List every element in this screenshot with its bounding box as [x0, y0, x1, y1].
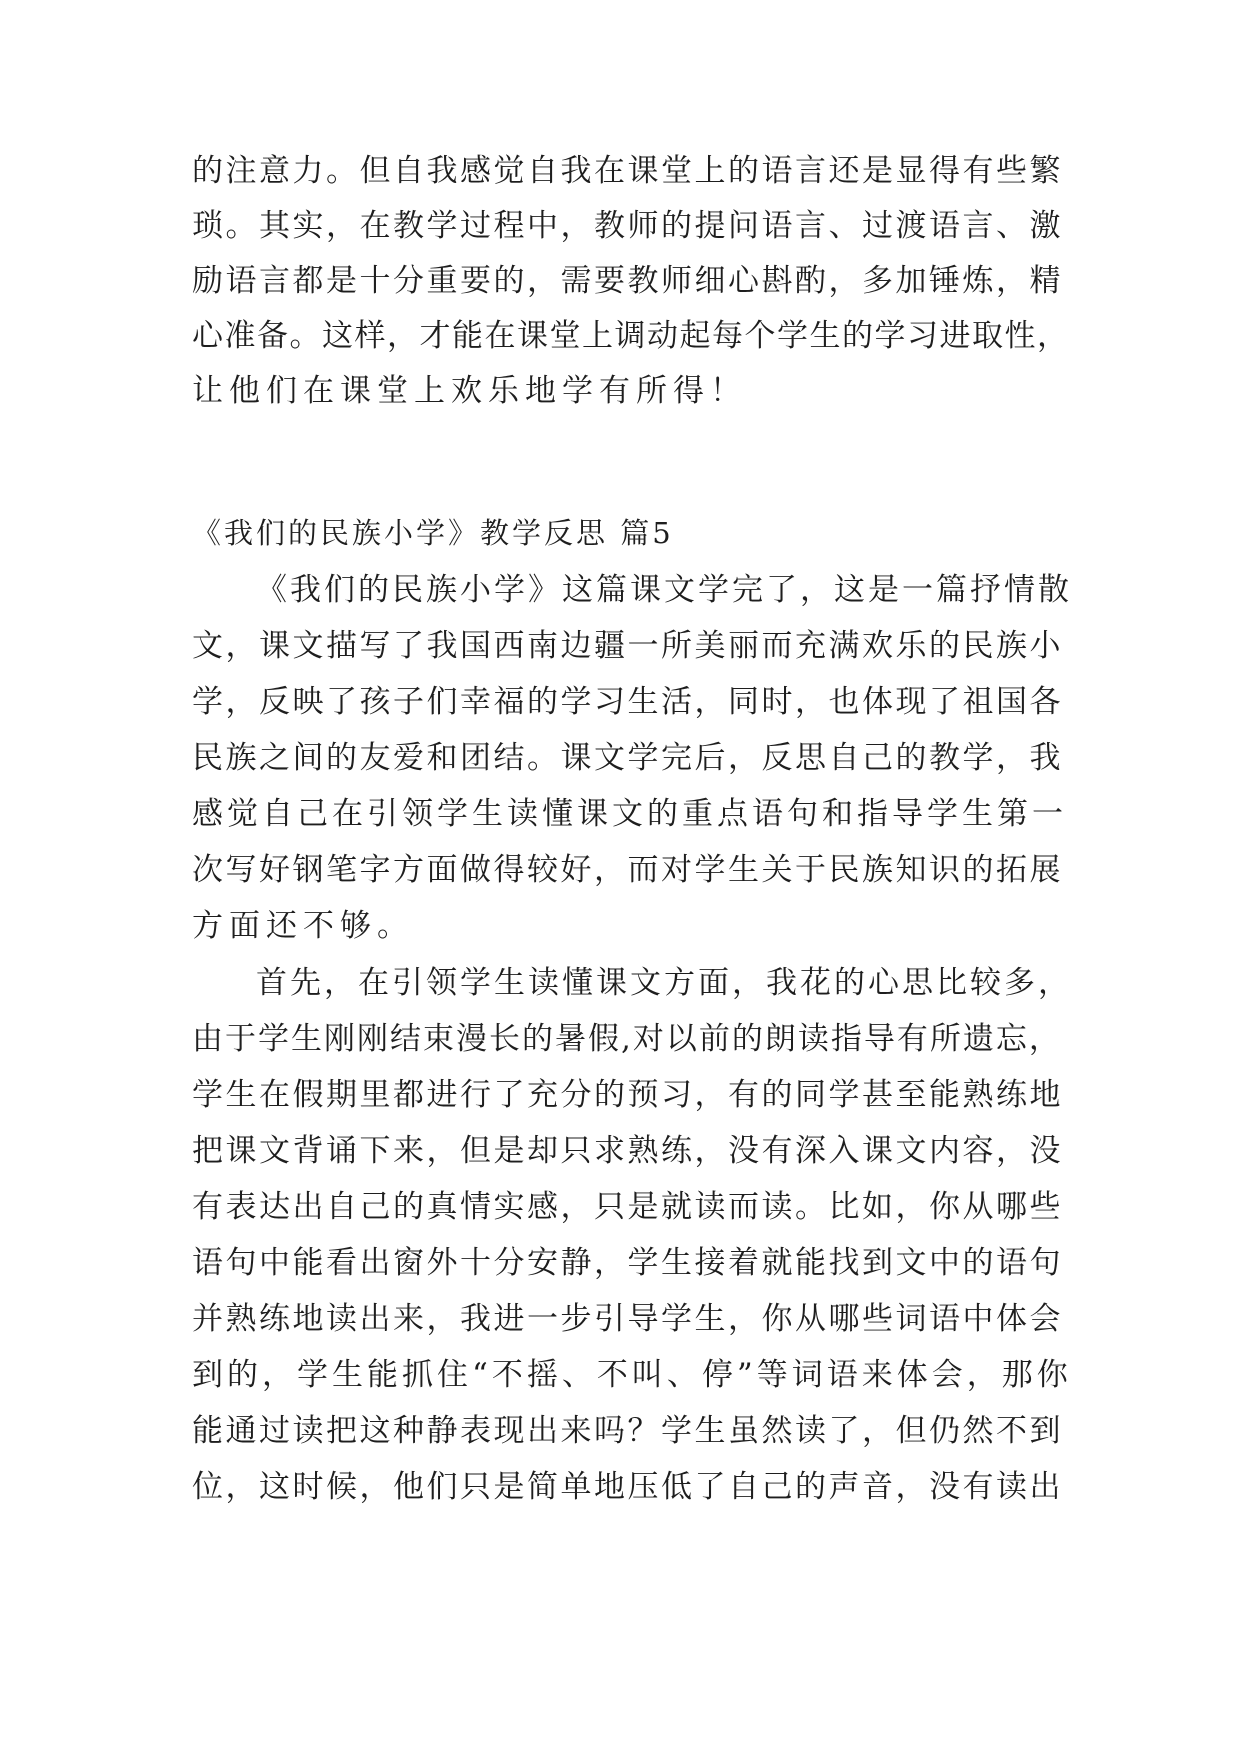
section-heading: 《我们的民族小学》教学反思 篇5 [192, 516, 674, 550]
p2-line-10: 位，这时候，他们只是简单地压低了自己的声音，没有读出 [192, 1469, 1063, 1505]
intro-line-4: 心准备。这样，才能在课堂上调动起每个学生的学习进取性， [192, 318, 1070, 354]
p2-line-3: 学生在假期里都进行了充分的预习，有的同学甚至能熟练地 [192, 1077, 1063, 1113]
p1-line-6: 次写好钢笔字方面做得较好，而对学生关于民族知识的拓展 [192, 852, 1063, 888]
p1-line-5: 感觉自己在引领学生读懂课文的重点语句和指导学生第一 [192, 796, 1067, 832]
p1-line-7: 方面还不够。 [192, 908, 414, 944]
p1-line-3: 学，反映了孩子们幸福的学习生活，同时，也体现了祖国各 [192, 684, 1063, 720]
p2-line-7: 并熟练地读出来，我进一步引导学生，你从哪些词语中体会 [192, 1301, 1063, 1337]
p2-line-4: 把课文背诵下来，但是却只求熟练，没有深入课文内容，没 [192, 1133, 1063, 1169]
p2-line-8: 到的，学生能抓住“不摇、不叫、停”等词语来体会，那你 [192, 1357, 1072, 1393]
intro-line-2: 琐。其实，在教学过程中，教师的提问语言、过渡语言、激 [192, 208, 1063, 244]
p2-line-9: 能通过读把这种静表现出来吗？学生虽然读了，但仍然不到 [192, 1413, 1063, 1449]
p2-line-5: 有表达出自己的真情实感，只是就读而读。比如，你从哪些 [192, 1189, 1063, 1225]
p1-line-4: 民族之间的友爱和团结。课文学完后，反思自己的教学，我 [192, 740, 1063, 776]
p2-line-2: 由于学生刚刚结束漫长的暑假,对以前的朗读指导有所遗忘， [192, 1021, 1062, 1057]
p1-line-2: 文，课文描写了我国西南边疆一所美丽而充满欢乐的民族小 [192, 628, 1063, 664]
intro-line-1: 的注意力。但自我感觉自我在课堂上的语言还是显得有些繁 [192, 153, 1063, 189]
p2-line-6: 语句中能看出窗外十分安静，学生接着就能找到文中的语句 [192, 1245, 1063, 1281]
p1-line-1: 《我们的民族小学》这篇课文学完了，这是一篇抒情散 [256, 572, 1072, 608]
p2-line-1: 首先，在引领学生读懂课文方面，我花的心思比较多， [256, 965, 1072, 1001]
intro-line-5: 让他们在课堂上欢乐地学有所得！ [192, 373, 747, 409]
intro-line-3: 励语言都是十分重要的，需要教师细心斟酌，多加锤炼，精 [192, 263, 1063, 299]
